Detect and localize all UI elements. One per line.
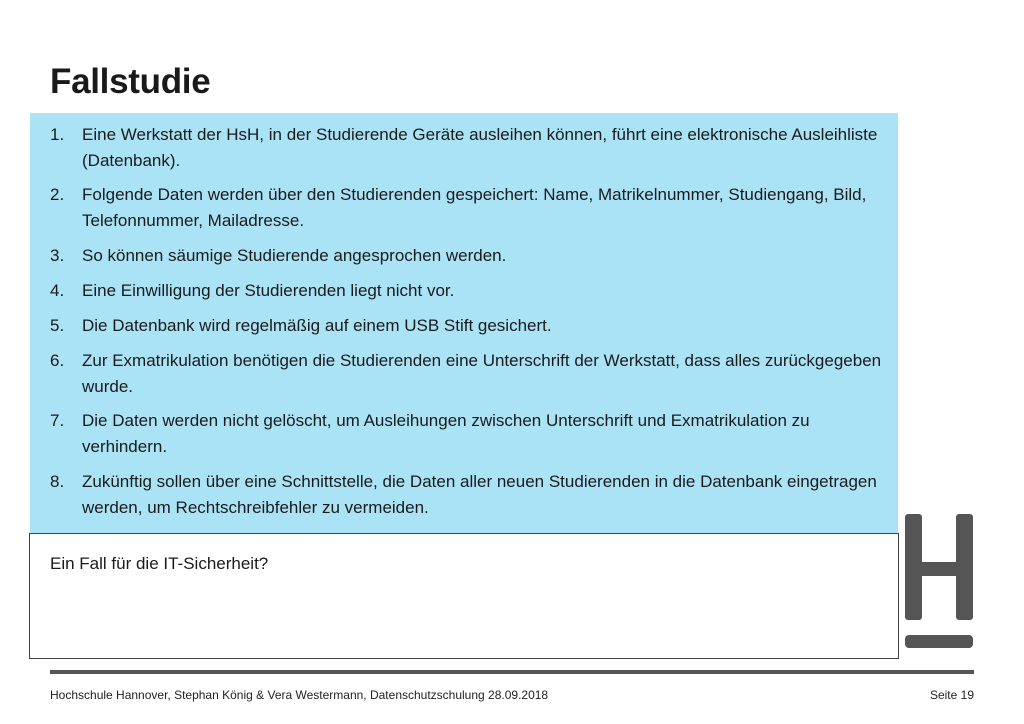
list-item [50,313,898,339]
question-box [29,533,899,659]
list-item [50,243,898,269]
list-item-number: 5. [50,316,65,335]
list-item-number: 4. [50,281,65,300]
list-item [50,348,898,400]
case-study-list-box [30,113,898,533]
list-item-number: 2. [50,185,65,204]
list-item-text: So können säumige Studierende angesprochen werden. [82,246,507,265]
list-item-text: Zukünftig sollen über eine Schnittstelle, die Daten aller neuen Studierenden in die Datenbank eingetragen werden, um Rechtschreibfehler zu vermeiden. [82,472,877,517]
list-item-number: 6. [50,351,65,370]
list-item-number: 7. [50,411,65,430]
page-number: Seite 19 [929,688,974,702]
list-item-number: 8. [50,472,65,491]
list-item-text: Die Daten werden nicht gelöscht, um Ausleihungen zwischen Unterschrift und Exmatrikulation zu verhindern. [82,411,810,456]
list-item [50,408,898,460]
question-text: Ein Fall für die IT-Sicherheit? [50,554,269,573]
page-title: Fallstudie [50,62,211,101]
list-item-text: Die Datenbank wird regelmäßig auf einem USB Stift gesichert. [82,316,552,335]
footer-divider [50,670,974,674]
list-item-text: Eine Werkstatt der HsH, in der Studierende Geräte ausleihen können, führt eine elektronische Ausleihliste (Datenbank). [82,125,878,170]
list-item-number: 1. [50,125,65,144]
list-item [50,122,898,174]
list-item [50,469,898,521]
hsh-logo-icon [903,512,975,652]
list-item-text: Zur Exmatrikulation benötigen die Studierenden eine Unterschrift der Werkstatt, dass alles zurückgegeben wurde. [82,351,882,396]
list-item-number: 3. [50,246,65,265]
list-item [50,182,898,234]
list-item [50,278,898,304]
footer-text: Hochschule Hannover, Stephan König & Vera Westermann, Datenschutzschulung 28.09.2018 [50,688,549,702]
list-item-text: Eine Einwilligung der Studierenden liegt nicht vor. [82,281,455,300]
list-item-text: Folgende Daten werden über den Studierenden gespeichert: Name, Matrikelnummer, Studiengang, Bild, Telefonnummer, Mailadresse. [82,185,867,230]
